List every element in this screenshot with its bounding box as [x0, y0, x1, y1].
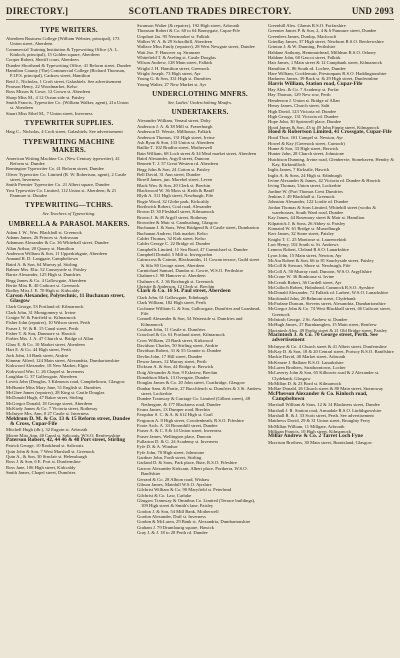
- directory-entry: Bodley Miss J. E. 70 High st. Kirkcaldy: [6, 288, 80, 294]
- directory-entry: Fraser James, Wellington place, Dunoon: [137, 433, 212, 439]
- directory-entry: Hart E. & Co. 44 High street, Perth: [6, 347, 71, 353]
- directory-entry: Oliver Typewriter Co. Limited (R. W. Robertson, agent), 2 Castle street, Inverness: [6, 171, 127, 182]
- directory-entry: Baillie T. 102 Bradfor street, Motherwell: [137, 145, 213, 151]
- directory-entry: Reid J., Nicholas, 1 Croft street, Galashiels. See advertisement: [6, 78, 122, 84]
- directory-entry: McCulloch Robert, Holmhead, Cumnock R.S.O. Ayrshire: [268, 284, 374, 290]
- directory-entry: Brown J. & 49 Argyll street, Rothesay: [137, 214, 208, 220]
- directory-entry: McKenzie J. Ballater R.S.O. Lanarkshire: [268, 359, 344, 365]
- directory-entry: Calder Thomas, 32 Kirk street, Kelso: [137, 236, 206, 242]
- directory-entry: Anderson D. Wessie, Millhouse, Falkirk: [137, 129, 211, 135]
- directory-entry: Alexander William, Venaul street, Doby: [137, 118, 211, 124]
- directory-entry: Begg John & Son, 24 Cotton st. Paisley: [137, 166, 210, 172]
- directory-entry: Dewar James, 12 Murray street, Perth: [137, 358, 207, 364]
- directory-entry: McCreath Robert, 36 Cardell street, Ayr: [268, 279, 342, 285]
- directory-entry: Fyfe John, 70 High street, Johnstone: [137, 449, 205, 455]
- directory-entry: Dundee Shorthand & Typewriting Office, 41 Reform street, Dundee: [6, 62, 132, 68]
- directory-entry: Matthews David, 29 & 31 Union street, Broughty Ferry: [268, 418, 371, 424]
- directory-entry: Gardner John, Forth street, Stirling: [137, 455, 202, 461]
- directory-entry: Kirkwood Wm. C. 26 Chapel st. Inverness: [6, 368, 85, 374]
- directory-entry-featured: Clark & Co. 16 St. Paul street, Aberdeen: [137, 288, 231, 295]
- directory-entry: Hume & Son, 33 High street, Berwick: [268, 145, 339, 151]
- directory-entry: Cooper Robert, Sheriff court, Aberdeen: [6, 57, 79, 63]
- directory-entry: Wright Joseph, 73 High street, Ayr: [137, 71, 201, 77]
- directory-entry: Davidson Charles, 50 Stirling street, Airdrie: [137, 342, 219, 348]
- directory-entry: Mackie David, 40 Market street, Arbroath: [268, 354, 346, 360]
- section-heading: UMBRELLA & PARASOL MAKERS.: [8, 219, 130, 228]
- directory-entry: Hunter John, 28 Church street, Johnstone: [268, 151, 344, 157]
- directory-entry: Adamson Alexander & Co. 36 Whitehall street, Dundee: [6, 240, 109, 246]
- directory-entry: Pearson Henry, 22 Woodmarket, Kelso: [6, 84, 78, 90]
- directory-entry: Inglis A. & Sons, 24 High st. Edinburgh: [268, 172, 342, 178]
- directory-entry: Hare William, Cocklemuir, Prestonpans R.S.O. Haddingtonshire: [268, 71, 387, 77]
- directory-entry: McLaren Brothers, Strathorntown, Locher: [268, 365, 346, 370]
- header-left: DIRECTORY.]: [6, 6, 69, 16]
- directory-entry: Fraser A. & C. 8 & 14 Union street, Inverness: [137, 428, 222, 434]
- directory-entry: Baird Alexander, Argyll street, Dunoon: [137, 155, 210, 161]
- directory-entry: Patrick George, 10 Rookhead st. Saltcoats: [6, 443, 84, 449]
- directory-entry: High David, 123 Victoria rd. Dundee: [268, 108, 337, 114]
- column-3: [268, 23, 394, 655]
- directory-entry: McIntosh George, 2 St. Andrew st. Dundee: [268, 316, 348, 322]
- directory-entry: Milligan Francis, 10 High street, Kilmarnock: [268, 429, 352, 435]
- directory-entry: Grindlay James, 37 High street, Newburn R.S.O. Renfrewshire: [268, 39, 384, 45]
- directory-entry: Brown D. 30 Fleshhall street, Kilmarnock: [137, 209, 215, 215]
- directory-entry: Stuart Miss Ethel M., 7 Union street, Inverness: [6, 110, 93, 116]
- directory-entry: Hope John, 30 Sprinwell place, Dundee: [268, 119, 342, 125]
- directory-entry: Hood Thos. 101 Campel st. Newton, Ayr: [268, 135, 343, 141]
- directory-entry: Gilchrist William & Co. 90 Maryfield st. Peterhead: [137, 487, 232, 493]
- directory-entry: McIntyre Mrs. Ann, 8 27 Castle st. Inverness: [6, 411, 89, 417]
- section-heading: TYPE WRITERS.: [40, 26, 98, 34]
- directory-entry: McLaverty John & Son, 65 Kilbowie road & 2 Alexander st. Clydebank, Glasgow: [268, 370, 380, 381]
- directory-entry: Barrie Alexander, 125 High st. Dumfries: [6, 272, 81, 278]
- cross-reference-note: See Teachers of Typewriting.: [42, 211, 96, 217]
- directory-entry: Wilson Andrew, 128 Main street, Falkirk: [137, 60, 213, 66]
- directory-entry: Kinnear Alfred, 124 Main street, Alexandria, Dumbartonshire: [6, 357, 120, 363]
- directory-entry-featured: Harris William, Station road, Cupar-Fife: [268, 80, 363, 87]
- directory-entry-featured: Millar Andrew & Co. 2 Tarret Loch Fyne: [268, 433, 363, 440]
- directory-entry: Begg James & Co. 4 Gallowgate, Aberdeen: [6, 277, 87, 283]
- directory-entry-featured: McPherson Alexander & Co. Kinloch road, Campbeltown: [268, 390, 368, 403]
- directory-entry: Haldane John, 60 Gascoi street, Falkirk: [268, 55, 341, 61]
- directory-entry: Gilchrist & Co. Law, Carluke: [137, 492, 192, 498]
- directory-entry: Anderson J. A. & 38 Mill st. Fraserburgh: [137, 123, 213, 129]
- directory-entry: Dickson A. & Son, 44 Bridge st. Berwick: [137, 364, 214, 370]
- directory-entry: Fisher T. & Son, Dunmore st. Hawick: [6, 331, 76, 337]
- directory-entry: Macintosh Alex. 49 Poplar street & 21 Old Bridge street, Paisley: [268, 327, 388, 333]
- directory-entry: Clark George, 53 Portland rd. Kilmarnock: [6, 304, 84, 310]
- directory-entry: Greenhill Alex. Glamis R.S.O. Forfarshire: [268, 23, 346, 28]
- directory-entry: McKay D. & Son, 18 & 20 Central street, Portsoy R.S.O. Banffshire: [268, 348, 394, 354]
- directory-entry: McColl A. 50 Murray road, Dunoon, W.S.O. Argyllshire: [268, 268, 372, 274]
- directory-entry: Young G. & Son, 331 High st. Dumfries: [137, 76, 212, 82]
- directory-entry: Evans James, 13 Dumper road, Brechin: [137, 407, 210, 413]
- directory-entry: Doig Alexander & Son, 9 Eskview, Brechin: [137, 369, 218, 375]
- directory-entry: Carmichael Samuel, Dundas st. Cowie, W.S.O. Perthshire: [137, 268, 244, 274]
- directory-entry: Knight T. C. 25 Montrose st. Laurencekirk: [268, 236, 347, 242]
- directory-entry: Clark John, 31 Montgomery st. Irvine: [6, 309, 76, 315]
- directory-entry: McAra Robert & Son, 66 to 81 Sauchyside street, Paisley: [268, 258, 374, 264]
- directory-entry: McMillan William, 11 Millgate, Arbroath: [268, 423, 345, 429]
- directory-entry: Blyth A. 311 High street, Newburgh, Fife: [137, 193, 214, 199]
- directory-entry: Cairncross & Cairnie, Blacksmiths, 11 Cowan terrace, Guild street & Silo 80 George street, Aberdeen: [137, 257, 260, 268]
- section-heading: TYPEWRITER SUPPLIES.: [24, 119, 114, 128]
- directory-entry: Glasgow Tramway & Omnibus Co. Limited (Terrace buildings), 109 High street & Smith's lane, Paisley: [137, 497, 256, 509]
- directory-entry: Black Wm. & Son, 20 Clerk st. Brechin: [137, 182, 211, 188]
- directory-entry: McHugh James, 27 Burnhamglen, 15 Main street, Renfrew: [268, 322, 377, 328]
- directory-entry-featured: Meldrum D. M. & Co. 13 & 15 Reform street, Dundee & Cross, Cupar-Fife: [6, 415, 131, 427]
- directory-entry: McDonald Hugh, 47 Baker street, Stirling: [6, 395, 84, 401]
- directory-entry: Coulson John, 11 Castle st. Dumfries: [137, 326, 206, 332]
- directory-entry: Quin A., & Son, 30 Sinclair st. Helensburgh: [6, 454, 87, 460]
- directory-entry: Ross Jane, 106 High street, Kirkcaldy: [6, 464, 76, 470]
- directory-entry: Bogie Wood, 32 Globe park, Kirkcaldy: [137, 198, 210, 204]
- directory-entry: Kinnaird W. 61 Bridge st. Musselburgh: [268, 226, 341, 232]
- directory-entry: Gray J. & J. 18 to 28 Perth rd. Dundee: [137, 529, 208, 535]
- directory-entry: Connell Alexander & Son, 54 Waterside st. Dumfries and Kilmarnock: [137, 316, 243, 327]
- directory-entry: Gordon J. & Son, 54 Mill Bank, Motherwell: [137, 508, 219, 514]
- directory-entry: Ross Misses & Cowe, 12 Crown st. Aberdeen: [6, 89, 91, 95]
- directory-entry: Kerr James, 32 Stone street, Paisley: [268, 231, 334, 237]
- header-title: SCOTLAND TRADES DIRECTORY.: [128, 7, 292, 17]
- directory-entry: McCrone W. 36 Bonhouse st. Irvine: [268, 274, 335, 280]
- directory-entry: Walker W. A. & 29 Schoolhill, Aberdeen: [137, 39, 213, 45]
- directory-entry: Morrison Brothers, 30 Main street, Burntsland, Glasgow: [268, 439, 372, 445]
- directory-entry: McGregor John & Co. 74 West Blackhall street, 46 Cathcart street, Greenock: [268, 306, 391, 317]
- directory-entry: Watt Jno. F. Hanover sq. Stranraer: [137, 49, 201, 55]
- directory-entry: Gordon & McLaren, 29 Bank st. Alexandria, Dumbartonshire: [137, 519, 251, 525]
- section-heading: TYPEWRITING—TCHRS.: [25, 201, 113, 210]
- section-heading: UNDERCLOTHING MNFRS.: [152, 90, 248, 99]
- directory-entry: Gerrard & Co. 28 Albion road, Wishaw: [137, 476, 210, 482]
- directory-entry: Devlin John, 17 Hill street, Dundee: [137, 353, 203, 359]
- directory-entry: Marshall R. & J. 33 Scott street, Perth. See advertisement: [268, 413, 374, 419]
- directory-entry: Whitefield T. & Aveling st. Castle Douglas: [137, 55, 216, 61]
- directory-entry: Aberdeen Business College (William Webster, principal), 173 Union street, Aberdeen: [6, 36, 120, 47]
- column-2: [137, 23, 263, 655]
- directory-entry: Law Henry, 102 South st. St. Andrews: [268, 242, 339, 248]
- directory-entry: Yost Typewriter Co. Limited, 112 Union st. Aberdeen; & 21 Panmure st. Dundee: [6, 187, 117, 198]
- directory-entry: Ferguson A. 8 High street, Cowdenbeath, R.S.O. Fifeshire: [137, 417, 244, 423]
- directory-entry: Adams James, 26 Princes st. Ardrossan: [6, 234, 79, 240]
- directory-entry: Fraser J. W. & R. 15 Canal street, Perth: [6, 325, 79, 331]
- directory-entry: Hutchison Dunning, Irvine road, Glenbervie, Stonehaven, Hendry & Kay, Kirkintilloch: [268, 156, 394, 167]
- directory-entry: Irving Thomas, Union street, Lockerbie: [268, 183, 341, 189]
- directory-entry: Borthwick Robert, Coal road, Alexander: [137, 203, 212, 209]
- directory-entry: Hair James, 1 Main street & 12 Campbank street, Kilmarnock: [268, 60, 382, 66]
- directory-entry: Sharp Miss M., 4 12 Ocean side st. Paisley: [6, 94, 85, 100]
- directory-entry: Craigie W. & Fairfield st. Kilmarnock: [6, 315, 76, 321]
- directory-entry: Jardine W. (Port Thomas Crest Dumfries: [268, 188, 343, 194]
- directory-entry: Clark John, 61 Gallowgate, Edinburgh: [137, 294, 208, 300]
- directory-entry: Jack John, 14 Bank street, Airdrie: [6, 352, 69, 358]
- columns-container: [6, 23, 394, 655]
- directory-entry: Urquhart Jas. 95 Newmarket st. Falkirk: [137, 33, 210, 39]
- directory-entry: McMillan D. & 23 Bord st. Kilmarnock: [268, 381, 342, 387]
- directory-entry: Marshall William & Sons, 12 & 14 Blackness street, Dundee: [268, 402, 380, 408]
- directory-entry: Swanson Walter (& repairer), 192 High street, Arbroath: [137, 23, 240, 28]
- directory-entry: Haig C., Nicholas, 4 Croft street, Galashiels. See advertisement: [6, 129, 123, 135]
- directory-entry: Smith James, Chapel street, Dumfries: [6, 470, 76, 476]
- directory-entry: Mitchell Hugh (dlr.), 32 Eugoin st. Arbroath: [6, 427, 88, 433]
- directory-entry: Birrell James, jun. Morebel street, Leven: [137, 177, 213, 183]
- directory-entry: Quin John & Son, 7 West Marshall st. Greenock: [6, 448, 95, 454]
- directory-entry: Buchanan J. & Sons, West Bridgend & 4 Castle street, Dumbarton: [137, 225, 259, 231]
- directory-entry-featured: Carson Alexander, Polytechnic, 11 Buchanan street, Glasgow: [6, 292, 125, 305]
- directory-entry: Clark William, 182 High street, Perth: [137, 300, 206, 306]
- directory-entry: Ash Ryan & Son, 133 Union st. Aberdeen: [137, 139, 215, 145]
- directory-entry-featured: Macintosh J. & Co. 70 George street, Perth. See advertisement: [268, 331, 378, 344]
- directory-entry: McColl & Stewart, Shore st. Newburgh, Fife: [268, 263, 351, 269]
- directory-entry: Chalmers J. 98 Hanover st. Aberdeen: [137, 273, 206, 279]
- directory-entry: Hamilton A. 86 South rd. Lochee, Dundee: [268, 65, 346, 71]
- directory-entry: Wright J. H. Hamilton street, Greenock: [137, 65, 210, 71]
- directory-entry: Grinton J. & W. Dunning, Perthshire: [268, 44, 336, 50]
- directory-entry: Kirkwood Alexander, 18 New Market, Elgin: [6, 363, 88, 369]
- directory-entry: Gordon Alexander, Duff st. Inverness: [137, 513, 206, 519]
- directory-entry: Forbes Mrs. J. A. 47 Church st. Bridge of Allan: [6, 336, 94, 342]
- directory-entry: McFarlane Duncan, Stevens street, Alexandria, Dumbartonshire: [268, 300, 386, 306]
- directory-entry: Bell David, 31 Ann street, Dundee: [137, 171, 201, 177]
- directory-entry: Dunbar Sam. & Partie, 27 Bucchleuch st. Dumfries & 3 St. Andrew street, Lockerbie: [137, 385, 262, 396]
- directory-entry: Jordan Thomas & Sons Limited, Whitehill street (works & warehouses, South Ward road, Dundee: [268, 204, 376, 216]
- directory-entry: Wallace Miss Emily (repairer), 28 West Newgate street, Dundee: [137, 44, 255, 50]
- directory-entry: Macdonald John, 20 Belmont street, Clydebank: [268, 295, 356, 301]
- directory-entry: Hay Alex. & Co. 7 Academy st. Forfar: [268, 87, 339, 93]
- directory-entry: Inglis James, 7 Kirkstile, Hawick: [268, 167, 330, 173]
- directory-entry: Lennox Robert, Cleland R.S.O. Lanarkshire: [268, 247, 349, 253]
- directory-entry: Harkness James, 39 Back st. & 29 High street, Dunfermline: [268, 76, 378, 82]
- directory-entry: Donaldson Mark, 13 Overgate, Dundee: [137, 374, 210, 380]
- section-heading: TYPEWRITING MACHINE MAKERS.: [23, 137, 115, 154]
- directory-entry: Greenlees James, Dunlop, Machcroft: [268, 33, 337, 39]
- directory-entry: Crow William, 23 Bank street, Kirkwood: [137, 337, 213, 343]
- directory-entry: Fyfe D. & A. Windsor: [137, 444, 178, 450]
- directory-entry: Foote Arch. A. 33 Broomhill street, Dundee: [137, 423, 218, 429]
- directory-entry: Gibson James, Mainhill W.S.O. Ayrshire: [137, 481, 212, 487]
- directory-entry: Davidson Robert, 31 & 55 Granite st. Dundee: [137, 348, 222, 354]
- directory-entry: Chalmers A. J. 36 Roxburgh st. Greenock: [137, 278, 214, 284]
- directory-entry: Hood James & Son, 43 to 49 John Finnie street, Kilmarnock: [268, 124, 380, 130]
- directory-entry: Adam J. W., Wm. Blackhall st. Greenock: [6, 229, 82, 235]
- directory-entry: Christie & Anderson, 12 Clerk st. Brechin: [137, 284, 215, 290]
- directory-entry: Irvine Alexander & James, 42 Victoria rd. Dundee & Hawick: [268, 177, 381, 183]
- header-page-number: UND 2093: [351, 6, 394, 16]
- directory-entry: Smith Francis, Typewriter Co. (William Walker, agent), 21a Union st. Aberdeen: [6, 100, 129, 111]
- directory-entry: Graham J. 79 Drumlaurig square, Hawick: [137, 524, 214, 530]
- directory-entry: McIntyre & Co. 4 Church street & 41 Albert street, Dunfermline: [268, 343, 387, 349]
- directory-entry: Balmer Mrs. Eliz. 52 Causeyside st. Paisley: [6, 267, 87, 272]
- directory-entry: Moore Miss Ann, 40 Canal st. Saltcoats, W.S.O, Renfrewshire: [6, 432, 121, 438]
- directory-entry: McKirdy James & Co. 7 Victoria street, Rothesay: [6, 405, 98, 411]
- directory-entry: Garrow Alexander Kirkcam, Albert place, Portkerra, W.S.O. Banffshire: [137, 465, 248, 477]
- directory-entry: Baird A. & Son, 64 Murray pl. Stirling: [6, 261, 78, 267]
- running-head: [6, 6, 394, 20]
- directory-entry: American Writing Machine Co. (New Century typewriter), 41 Reform st. Dundee: [6, 155, 120, 166]
- directory-entry: Smith Premier Typewriter Co. 21 Albert square, Dundee: [6, 182, 110, 188]
- directory-entry: Commercial Training Institution & Typewriting Office (A. L. Kinloch, principal), 15 Golden square, Aberdeen: [6, 46, 119, 58]
- directory-entry: Bennett T. J. 57 Great Western rd. Aberdeen: [137, 161, 219, 167]
- directory-entry: Thomson Robert & Co. 60 to 64 Bonnygate, Cupar-Fife: [137, 28, 241, 34]
- directory-entry: Campbells Limited, 11 Sea Road, 47 Carmichael st. Dundee: [137, 246, 248, 252]
- directory-entry: McRae Donald, 26 Church street & 80 Main street, Stornoway: [268, 386, 384, 392]
- directory-entry: McGregor Donald, 18 George street, Aberdeen: [6, 400, 93, 406]
- directory-entry: Campbell Donald, 5 Mill st. Invergordon: [137, 252, 213, 258]
- directory-entry: Glass E. & Co. 10 Market street, Aberdeen: [6, 341, 85, 347]
- directory-entry: Johnston Alexander, 122 Lordie rd. Dundee: [268, 199, 349, 205]
- directory-entry: McDonald Alexander, 72 Falkirk rd. Larbert, W.S.O. Lanarkshire: [268, 290, 389, 296]
- directory-entry: Dundee Tramway & Carriage Co. Limited (Gilbert street), 48 Nethergate, & 177 Blackness road, Dundee: [137, 396, 251, 407]
- directory-entry: Kilpatrick J. & Sons, 26 Abbey st. Paisley: [268, 220, 346, 226]
- directory-entry: Marshall J. R. Station road, Armadale R.S.O. Linlithgowshire: [268, 407, 382, 413]
- directory-entry-featured: Hood & Robertson Limited, 41 Crossgate, Cupar-Fife: [268, 128, 392, 135]
- directory-entry: Hamilton County (The) Commercial College (Richard Thomson, F.I.P.S. principal), Cadzow street, Hamilton: [6, 68, 126, 79]
- directory-entry: Allan Arthur, 20 Quarry st. Hamilton: [6, 245, 75, 251]
- directory-entry: Henry James, Church street, Saltt: [268, 103, 330, 109]
- directory-entry: Bain William, 68 Loch street & 34 Meal market street, Aberdeen: [137, 150, 257, 156]
- directory-entry: Douglas James & Co. 20 John street, Coatbridge, Glasgow: [137, 380, 246, 386]
- directory-entry: Brownlee & Muir st. Cambuslang, Glasgow: [137, 220, 219, 225]
- column-1: [6, 23, 132, 655]
- directory-entry: Remington Typewriter Co. 41 Reform street, Dundee: [6, 166, 104, 172]
- directory-entry: Ross J. & Son, 6 E. Port st. Dunfermline: [6, 459, 81, 465]
- directory-entry: Crawford & Co. 61 Portland street, Kilmarnock: [137, 332, 225, 338]
- directory-entry: Calder George C. 22 Bridge rd. Dundee: [137, 241, 211, 247]
- directory-entry: Lyon John, 15 Main street, Newton, Ayr: [268, 252, 342, 258]
- directory-entry: Jenkins J. 49 Blackhall st. Greenock: [268, 194, 335, 199]
- directory-entry: Haldane Anthony, Hemmuirhead, Milldean R.S.O. Orkney: [268, 49, 376, 55]
- directory-entry: Greenier James P. & Son, 2, 4 & 6 Panmure street, Dundee: [268, 28, 377, 34]
- directory-entry: Anderson Thomas, 131 High street, Irvine: [137, 134, 215, 140]
- directory-entry: Howel & Kay (Greenock street, Carnoch): [268, 140, 345, 146]
- directory-entry: Annand R. D. Langgate, Campbeltown: [6, 256, 78, 262]
- directory-entry: Blackwood W. 36 Moss st. Keith & Banff: [137, 187, 214, 193]
- directory-entry: Garland D. & Sons, Park place, Bute, R.S.O. Fifeshire: [137, 460, 237, 466]
- directory-entry: Young Walter, 27 New Market st. Ayr: [137, 81, 207, 87]
- directory-entry: Farquhar S. C. & A. & 612 High st. Crail: [137, 412, 213, 418]
- directory-entry: Henderson J. Union st. Bridge of Allan: [268, 97, 340, 103]
- directory-entry: Fisher John (repairer), 10 Wilson street, Perth: [6, 320, 90, 326]
- directory-entry: Anderson William & Son, 11 Upperkirkgate, Aberdeen: [6, 250, 108, 256]
- directory-entry: High George, 131 Victoria rd. Dundee: [268, 113, 339, 119]
- directory-entry: Fullarton D. & G. 24 Academy st. Inverness: [137, 439, 219, 445]
- directory-entry: McGhee James (repairer), 28 King st. Castle Douglas: [6, 389, 105, 395]
- directory-entry: McBurnie Miss Mary Jane, 51 English st. Dumfries: [6, 384, 102, 390]
- directory-entry: Laughlan G. 37 Gallowgate, Aberdeen: [6, 373, 77, 379]
- directory-entry: Bertie Miss B. 40 Cathcart st. Greenock: [6, 283, 80, 289]
- section-heading: UNDERTAKERS.: [171, 108, 229, 117]
- directory-entry: Hay Thomas, 129 New row, Perth: [268, 92, 331, 98]
- directory-entry: Kay James, 44 Rosemary street & Mair st. Hamilton: [268, 215, 365, 221]
- directory-entry-featured: Paterson Robert, 42, 44 46 & 48 Port street, Stirling: [6, 437, 126, 443]
- directory-entry: Buchanan Andrew, Oak market, Kelso: [137, 230, 208, 236]
- directory-entry: Lovett John (Douglas, 3 Kilmours road, Campbeltown, Glasgow: [6, 379, 125, 385]
- directory-entry: Cochrane William G. & Son, Gallowgate, Dumfries and Loanhead, Fife: [137, 305, 261, 316]
- cross-reference-note: See Ladies' Underclothing Mnufrs.: [167, 100, 233, 106]
